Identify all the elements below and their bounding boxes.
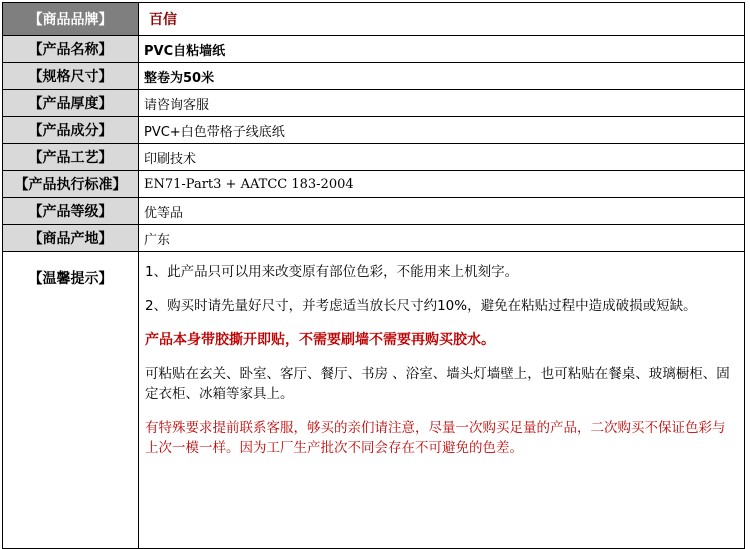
tip-color-difference: 有特殊要求提前联系客服，够买的亲们请注意，尽量一次购买足量的产品，二次购买不保证色彩与上次一模一样。因为工厂生产批次不同会存在不可避免的色差。 <box>145 420 726 456</box>
label-composition: 【产品成分】 <box>3 117 139 144</box>
tip-adhesive: 产品本身带胶撕开即贴，不需要刷墙不需要再购买胶水。 <box>145 332 495 348</box>
label-brand: 【商品品牌】 <box>3 3 139 36</box>
label-thickness: 【产品厚度】 <box>3 90 139 117</box>
value-product-name: PVC自粘墙纸 <box>139 36 745 63</box>
value-craft: 印刷技术 <box>139 144 745 171</box>
row-size <box>3 63 745 90</box>
row-tips <box>3 252 745 549</box>
row-thickness <box>3 90 745 117</box>
row-craft <box>3 144 745 171</box>
label-craft: 【产品工艺】 <box>3 144 139 171</box>
row-product-name <box>3 36 745 63</box>
label-product-name: 【产品名称】 <box>3 36 139 63</box>
row-grade <box>3 198 745 225</box>
row-composition <box>3 117 745 144</box>
tips-content <box>139 252 745 549</box>
spec-table <box>2 2 745 549</box>
value-standard: EN71-Part3 + AATCC 183-2004 <box>139 171 745 198</box>
row-brand <box>3 3 745 36</box>
tip-usage: 1、此产品只可以用来改变原有部位色彩，不能用来上机刻字。 <box>145 264 519 280</box>
value-brand: 百信 <box>139 3 745 36</box>
label-grade: 【产品等级】 <box>3 198 139 225</box>
tip-measure: 2、购买时请先量好尺寸，并考虑适当放长尺寸约10%，避免在粘贴过程中造成破损或短缺。 <box>145 298 697 314</box>
label-origin: 【商品产地】 <box>3 225 139 252</box>
label-standard: 【产品执行标准】 <box>3 171 139 198</box>
value-thickness: 请咨询客服 <box>139 90 745 117</box>
value-origin: 广东 <box>139 225 745 252</box>
row-origin <box>3 225 745 252</box>
tip-applicable-places: 可粘贴在玄关、卧室、客厅、餐厅、书房 、浴室、墙头灯墙壁上，也可粘贴在餐桌、玻璃橱柜、固定衣柜、冰箱等家具上。 <box>145 366 730 402</box>
value-composition: PVC+白色带格子线底纸 <box>139 117 745 144</box>
label-tips: 【温馨提示】 <box>3 252 139 549</box>
label-size: 【规格尺寸】 <box>3 63 139 90</box>
value-grade: 优等品 <box>139 198 745 225</box>
row-standard <box>3 171 745 198</box>
value-size: 整卷为50米 <box>139 63 745 90</box>
